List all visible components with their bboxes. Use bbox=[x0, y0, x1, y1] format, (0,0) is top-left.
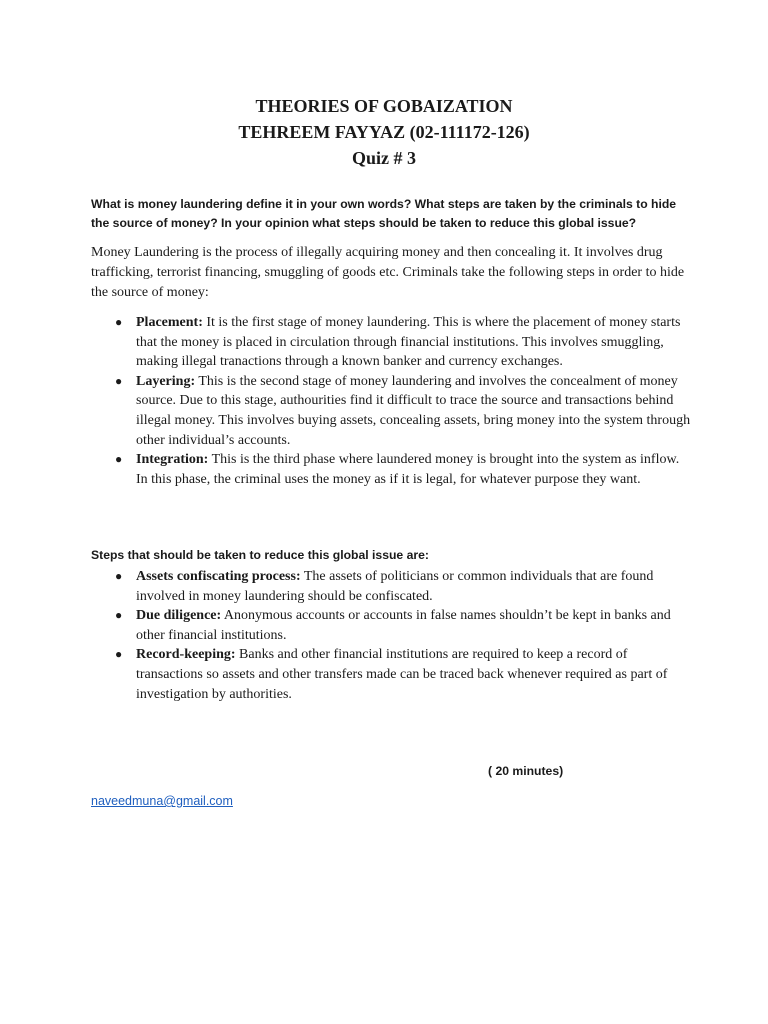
list-item bbox=[91, 313, 691, 372]
bullet-icon: ● bbox=[115, 569, 123, 583]
bullet-icon: ● bbox=[115, 452, 123, 467]
duration-note: ( 20 minutes) bbox=[488, 764, 564, 778]
item-text: This is the second stage of money laundering and involves the concealment of money source. Due to this stage, authourities find it difficult to trace the source and transactions behind illegal money. This involves buying assets, concealing assets, bring money into the system through other individual’s accounts. bbox=[136, 373, 691, 448]
item-term: Record-keeping: bbox=[136, 647, 236, 663]
item-term: Placement: bbox=[136, 315, 203, 330]
list-item bbox=[91, 645, 691, 704]
item-text: Banks and other financial institutions are required to keep a record of transactions so assets and other transfers made can be traced back whenever required as part of investigation by authorities. bbox=[136, 647, 668, 702]
reduce-heading: Steps that should be taken to reduce this global issue are: bbox=[91, 548, 429, 562]
list-item bbox=[91, 372, 691, 450]
item-term: Due diligence: bbox=[136, 608, 222, 624]
bullet-icon: ● bbox=[115, 315, 123, 329]
bullet-icon: ● bbox=[115, 647, 123, 662]
item-text: Anonymous accounts or accounts in false names shouldn’t be kept in banks and other financial institutions. bbox=[136, 608, 671, 643]
laundering-stages-list bbox=[91, 313, 691, 489]
item-text: The assets of politicians or common individuals that are found involved in money laundering should be confiscated. bbox=[136, 569, 654, 604]
bullet-icon: ● bbox=[115, 608, 123, 623]
list-item bbox=[91, 567, 691, 606]
item-term: Assets confiscating process: bbox=[136, 569, 301, 584]
quiz-label: Quiz # 3 bbox=[351, 148, 416, 168]
item-text: This is the third phase where laundered money is brought into the system as inflow. In this phase, the criminal uses the money as if it is legal, for whatever purpose they want. bbox=[136, 452, 680, 487]
item-term: Integration: bbox=[136, 452, 209, 468]
reduction-measures-list bbox=[91, 567, 691, 704]
item-term: Layering: bbox=[136, 373, 196, 389]
title-block bbox=[0, 93, 768, 171]
list-item bbox=[91, 450, 691, 489]
quiz-question: What is money laundering define it in your own words? What steps are taken by the criminals to hide the source of money? In your opinion what steps should be taken to reduce this global issue? bbox=[91, 197, 677, 230]
course-title: THEORIES OF GOBAIZATION bbox=[255, 96, 513, 116]
bullet-icon: ● bbox=[115, 373, 123, 388]
email-link[interactable]: naveedmuna@gmail.com bbox=[91, 794, 233, 808]
student-line: TEHREEM FAYYAZ (02-111172-126) bbox=[238, 122, 530, 142]
list-item bbox=[91, 606, 691, 645]
item-text: It is the first stage of money laundering. This is where the placement of money starts that the money is placed in circulation through financial institutions. This involves smuggling, making illegal tranactions through a known banker and currency exchanges. bbox=[136, 315, 681, 370]
intro-paragraph: Money Laundering is the process of illegally acquiring money and then concealing it. It involves drug trafficking, terrorist financing, smuggling of goods etc. Criminals take the following steps in order to hide the source of money: bbox=[91, 245, 685, 300]
